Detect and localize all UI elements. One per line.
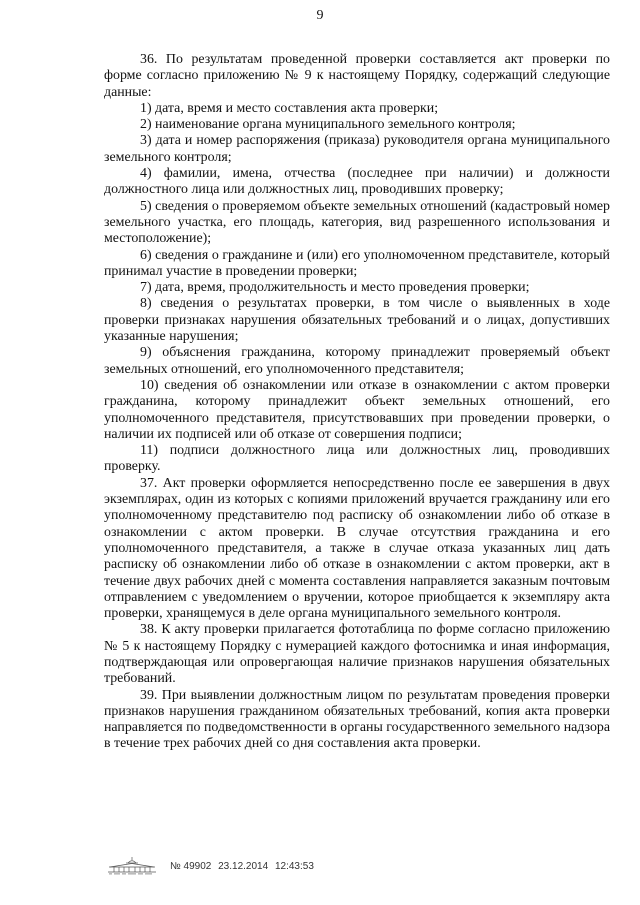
list-item-5: 5) сведения о проверяемом объекте земельных отношений (кадастровый номер земельного участка, его площадь, категория, вид разрешенного использования и местоположение); (104, 198, 610, 247)
stamp-date: 23.12.2014 (218, 860, 269, 872)
doc-number: № 49902 (170, 860, 212, 872)
list-item-8: 8) сведения о результатах проверки, в том числе о выявленных в ходе проверки признаках нарушения обязательных требований и о лицах, допустивших указанные нарушения; (104, 296, 610, 345)
paragraph-38: 38. К акту проверки прилагается фототаблица по форме согласно приложению № 5 к настоящему Порядку с нумерацией каждого фотоснимка и иная информация, подтверждающая или опровергающая наличие признаков нарушения обязательных требований. (104, 622, 610, 687)
registration-stamp (106, 856, 318, 876)
list-item-7: 7) дата, время, продолжительность и место проведения проверки; (140, 280, 530, 296)
document-body (104, 52, 610, 753)
list-item-3: 3) дата и номер распоряжения (приказа) руководителя органа муниципального земельного контроля; (104, 133, 610, 165)
paragraph-39: 39. При выявлении должностным лицом по результатам проведения проверки признаков нарушения гражданином обязательных требований, копия акта проверки направляется по подведомственности в органы государственного земельного надзора в течение трех рабочих дней со дня составления акта проверки. (104, 687, 610, 752)
list-item-4: 4) фамилии, имена, отчества (последнее при наличии) и должности должностного лица или должностных лиц, проводивших проверку; (104, 166, 610, 198)
paragraph-37: 37. Акт проверки оформляется непосредственно после ее завершения в двух экземплярах, один из которых с копиями приложений вручается гражданину или его уполномоченному представителю под расписку об ознакомлении либо об отказе в ознакомлении с актом проверки. В случае отсутствия гражданина и его уполномоченного представителя, а также в случае отказа указанных лиц дать расписку об ознакомлении либо об отказе в ознакомлении с актом проверки, акт в течение двух рабочих дней с момента составления направляется заказным почтовым отправлением с уведомлением о вручении, которое приобщается к экземпляру акта проверки, хранящемуся в деле органа муниципального земельного контроля. (104, 475, 610, 622)
stamp-text (170, 861, 318, 872)
list-item-10: 10) сведения об ознакомлении или отказе в ознакомлении с актом проверки гражданина, которому принадлежит объект земельных отношений, его уполномоченного представителя, присутствовавших при проведении проверки, о наличии их подписей или об отказе от совершения подписи; (104, 377, 610, 442)
list-item-9: 9) объяснения гражданина, которому принадлежит проверяемый объект земельных отношений, его уполномоченного представителя; (104, 345, 610, 377)
stamp-time: 12:43:53 (274, 860, 314, 872)
list-item-6: 6) сведения о гражданине и (или) его уполномоченном представителе, который принимал участие в проведении проверки; (104, 247, 610, 279)
list-item-1: 1) дата, время и место составления акта проверки; (140, 100, 439, 116)
page-number: 9 (316, 8, 324, 23)
building-emblem-icon (106, 856, 158, 876)
list-item-2: 2) наименование органа муниципального земельного контроля; (140, 117, 516, 133)
list-item-11: 11) подписи должностного лица или должностных лиц, проводивших проверку. (104, 443, 610, 475)
paragraph-36: 36. По результатам проведенной проверки составляется акт проверки по форме согласно приложению № 9 к настоящему Порядку, содержащий следующие данные: (104, 52, 610, 100)
